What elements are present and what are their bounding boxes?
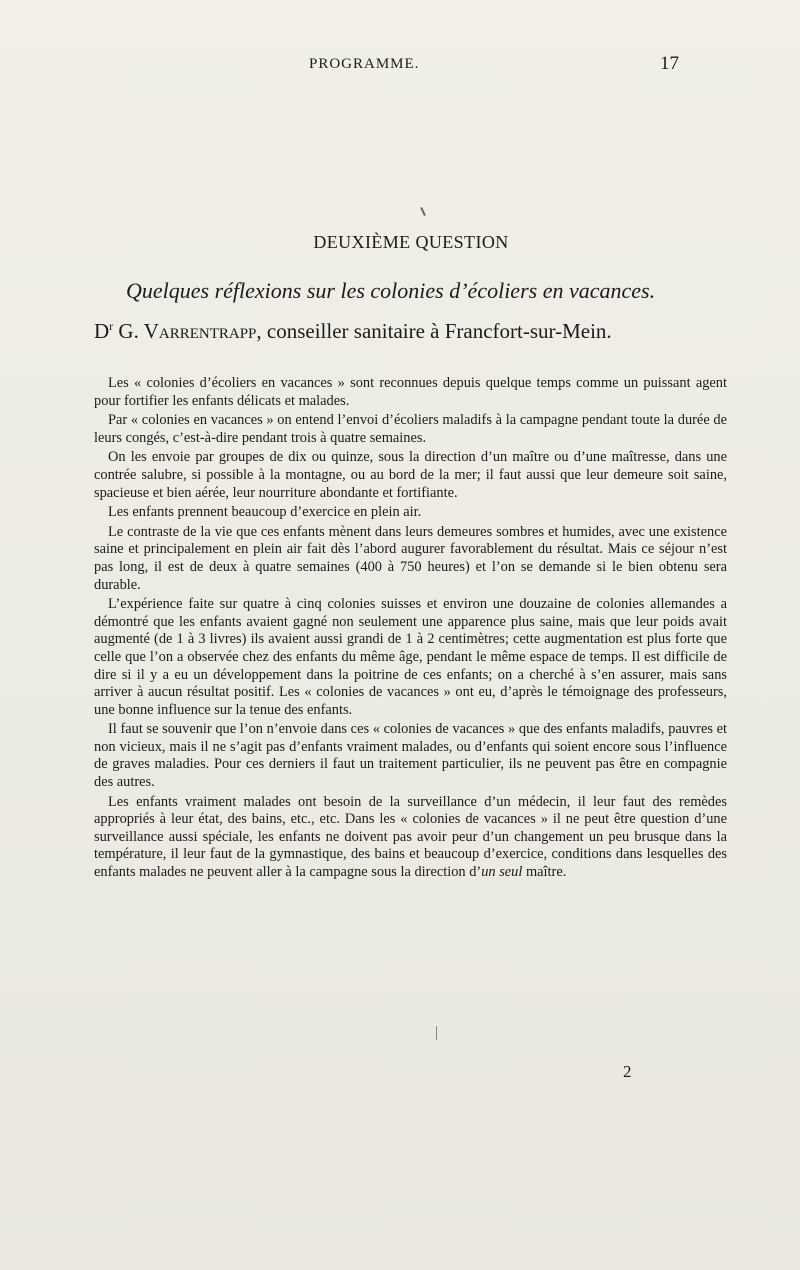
author-role: , conseiller sanitaire à Francfort-sur-Mein. bbox=[256, 319, 612, 343]
running-title: PROGRAMME. bbox=[309, 56, 420, 72]
author-name: G. Varrentrapp bbox=[118, 319, 257, 343]
paragraph: L’expérience faite sur quatre à cinq colonies suisses et environ une douzaine de colonies allemandes a démontré que les enfants avaient gagné non seulement une apparence plus saine, mais que leur poids avait augmenté (de 1 à 3 livres) ils avaient aussi grandi de 1 à 2 centimètres; cette augmentation est plus forte que celle que l’on a observée chez des enfants du même âge, pendant le même espace de temps. Il est difficile de dire si il y a eu un développement dans la poitrine de ces enfants; on a cherché à s’en assurer, mais sans arriver à aucun résultat positif. Les « colonies de vacances » ont eu, d’après le témoignage des professeurs, une bonne influence sur la tenue des enfants. bbox=[94, 596, 727, 718]
article-title: Quelques réflexions sur les colonies d’écoliers en vacances. bbox=[126, 278, 656, 303]
signature-mark: 2 bbox=[623, 1062, 632, 1081]
author-prefix: D bbox=[94, 319, 110, 343]
paragraph: Les « colonies d’écoliers en vacances » sont reconnues depuis quelque temps comme un puissant agent pour fortifier les enfants délicats et malades. bbox=[94, 375, 727, 409]
section-heading: DEUXIÈME QUESTION bbox=[313, 232, 509, 252]
author-prefix-superscript: r bbox=[109, 319, 114, 333]
running-header bbox=[0, 53, 800, 80]
paragraph: Le contraste de la vie que ces enfants mènent dans leurs demeures sombres et humides, avec une existence saine et principalement en plein air fait dès l’abord augurer favorablement du résultat. Mais ce séjour n’est pas long, il est de deux à quatre semaines (400 à 750 heures) et l’on se demande si le bien obtenu sera durable. bbox=[94, 523, 727, 593]
paragraph: Les enfants prennent beaucoup d’exercice en plein air. bbox=[108, 504, 422, 521]
page-number: 17 bbox=[660, 53, 679, 74]
paragraph-last bbox=[94, 794, 727, 882]
last-paragraph-tail: maître. bbox=[522, 864, 567, 881]
paragraph: On les envoie par groupes de dix ou quinze, sous la direction d’un maître ou d’une maîtresse, dans une contrée salubre, si possible à la montagne, ou au bord de la mer; il faut aussi que leur demeure soit saine, spacieuse et bien aérée, leur nourriture abondante et fortifiante. bbox=[94, 449, 727, 501]
article-body bbox=[94, 375, 727, 884]
last-paragraph-italic: un seul bbox=[481, 864, 523, 881]
author-line bbox=[94, 319, 734, 344]
paragraph: Il faut se souvenir que l’on n’envoie dans ces « colonies de vacances » que des enfants maladifs, pauvres et non vicieux, mais il ne s’agit pas d’enfants vraiment malades, ou d’enfants qui soient encore sous l’influence de graves maladies. Pour ces derniers il faut un traitement particulier, ils ne peuvent pas être en compagnie des autres. bbox=[94, 721, 727, 791]
last-paragraph-text: Les enfants vraiment malades ont besoin de la surveillance d’un médecin, il leur faut des remèdes appropriés à leur état, des bains, etc., etc. Dans les « colonies de vacances » il ne peut être question d’une surveillance aussi spéciale, les enfants ne doivent pas avoir peur d’un changement un peu brusque dans la température, il leur faut de la gymnastique, des bains et beaucoup d’exercice, conditions dans lesquelles des enfants malades ne peuvent aller à la campagne sous la direction d’ bbox=[94, 793, 727, 881]
footer-tick-mark bbox=[436, 1026, 437, 1040]
stray-ink-mark bbox=[420, 207, 426, 216]
paragraph: Par « colonies en vacances » on entend l’envoi d’écoliers maladifs à la campagne pendant toute la durée de leurs congés, c’est-à-dire pendant trois à quatre semaines. bbox=[94, 412, 727, 446]
